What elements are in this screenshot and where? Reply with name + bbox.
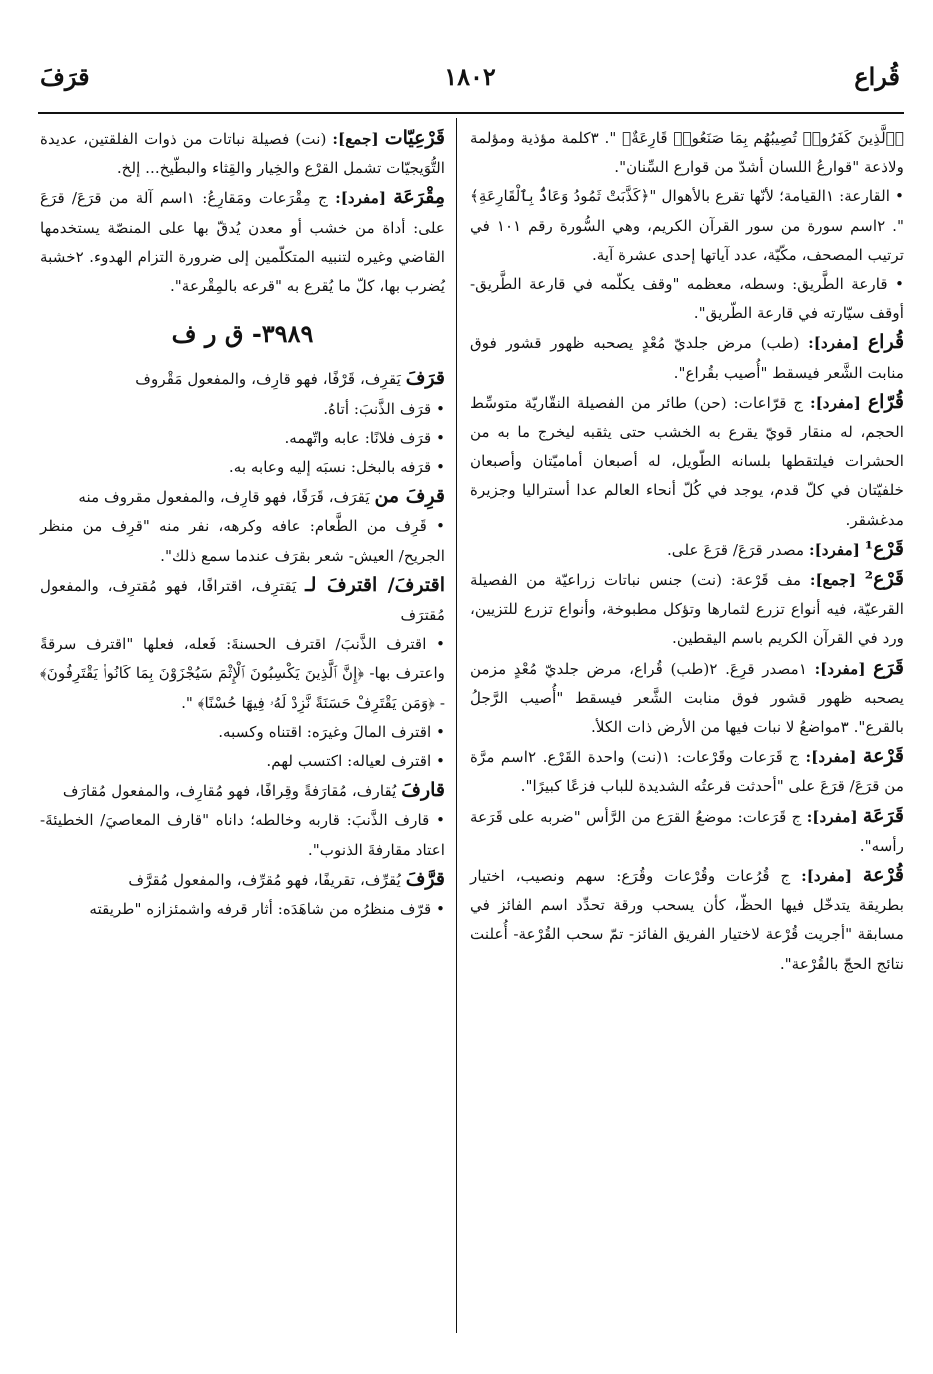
dictionary-entry: قَرَع [مفرد]: ١مصدر قرِعَ. ٢(طب) قُراع، مرض جلديّ مُعْدٍ مزمن يصحبه ظهور قشور فوق منابت الشَّعر فيسقط "أُصيب الرَّجلُ بالقرع". ٣مواضعُ لا نبات فيها من الأرض ذات الكلأ.	[470, 656, 904, 737]
sense-line: • قرّف منظرُه من شاهَدَه: أثار قرفه واشمئزازه "طريقته	[89, 900, 445, 919]
sense-line: • قرَف الذَّنبَ: أتاهُ.	[323, 399, 445, 418]
dictionary-entry: قُرْعة [مفرد]: ج قُرُعات وقُرْعات وقُرَع: سهم ونصيب، اختيار بطريقة يتدخّل فيها الحظّ، كأن يسحب ورقة تحدِّد اسم الفائز في مسابقة "أجريت قُرْعة لاختيار الفريق الفائز- تمّ سحب القُرْعة- أُعلنت نتائج الحجّ بالقُرْعة".	[470, 864, 905, 973]
dictionary-entry: قَرْعِيّات [جمع]: (نت) فصيلة نباتات من ذوات الفلقتين، عديدة التُّوَيجيّات تشمل القرْع والخِيار والقِثاء والبطّيخ... إلخ.	[40, 127, 446, 178]
verb-entry: اقترفَ/ اقترفَ لـ يَقترِف، اقترافًا، فهو مُقترِف، والمفعول مُقترَف	[40, 573, 446, 625]
dictionary-entry: قَرْع¹ [مفرد]: مصدر قرَعَ/ قرَعَ على.	[666, 537, 904, 560]
entry-headword: مِقْرَعَة	[393, 186, 446, 209]
entry-headword: قارفَ	[401, 779, 445, 802]
verb-entry: قرَّفَ يُقرِّف، تقريفًا، فهو مُقرِّف، والمفعول مُقرَّف	[128, 867, 445, 890]
sense-line: • اقترف المالَ وغيرَه: اقتناه وكسبه.	[218, 722, 445, 741]
verb-entry: قرَفَ يَقرِف، قَرْفًا، فهو قارِف، والمفعول مَقْروف	[135, 367, 445, 390]
entry-headword: قَرْع¹	[864, 537, 904, 560]
dictionary-entry: ﴿ٱلَّذِينَ كَفَرُوا۟ تُصِيبُهُم بِمَا صَنَعُوا۟ قَارِعَةٌ﴾ ". ٣كلمة مؤذية ومؤلمة ولاذعة "قوارعُ اللسان أشدّ من قوارع السِّنان".	[470, 129, 904, 177]
dictionary-entry: قَرْعة [مفرد]: ج قَرَعات وقَرْعات: ١(نت) واحدة القَرْع. ٢اسم مرَّة من قرَعَ/ قرَعَ على "أحدثت قرعتُه الشديدة للباب فزعًا كبيرًا".	[470, 745, 905, 796]
verb-entry: قرِفَ من يَقرَف، قَرَفًا، فهو قارِف، والمفعول مقروف منه	[78, 485, 445, 508]
entry-headword: قَرْع²	[864, 568, 905, 591]
left-column	[40, 124, 445, 924]
dictionary-entry: مِقْرَعَة [مفرد]: ج مِقْرَعات ومَقارِعُ: ١اسم آلة من قرَعَ/ قرَعَ على: أداة من خشب أو معدن يُدقّ بها على المنصّة يستخدمها القاضي وغيره لتنبيه المتكلّمين إلى ضرورة التزام الهدوء. ٢خشبة يُضرب بها، كلّ ما يُقرع به "قرعه بالمِقْرعة".	[40, 186, 446, 296]
sense-line: • قرَف فلانًا: عابه واتّهمه.	[284, 428, 445, 447]
dictionary-entry: قُرّاع [مفرد]: ج قرّاعات: (حن) طائر من الفصيلة النقّاريّة متوسِّط الحجم، له منقار قويّ يقرع به الخشب حتى يثقبه ليخرج ما به من الحشرات فيلتقطها بلسانه الطّويل، له أصبعان أماميّتان وأصبعان خلفيّتان في كلّ قدم، يوجد في كُلّ أنحاء العالم عدا أستراليا وجزيرة مدغشقر.	[470, 390, 905, 529]
dictionary-entry: قَرَعَة [مفرد]: ج قَرَعات: موضعُ القرَع من الرَّأس "ضربه على قَرَعة رأسه".	[470, 804, 905, 855]
root-heading: ٣٩٨٩- ق ر ف	[171, 319, 314, 349]
page-header	[40, 62, 900, 102]
sense-line: • اقترف لعياله: اكتسب لهم.	[266, 752, 445, 771]
column-divider	[456, 118, 457, 1333]
entry-headword: قَرْعة	[862, 745, 905, 768]
dictionary-entry: • قارعة الطَّريق: وسطه، معظمه "وقف يكلّمه في قارعة الطَّريق- أوقف سيّارته في قارعة الطّريق".	[470, 275, 904, 323]
header-rule	[38, 112, 904, 114]
sense-line: • قارف الذَّنبَ: قاربه وخالطه؛ داناه "قارف المعاصيَ/ الخطيئةَ- اعتاد مقارفةَ الذنوب".	[40, 811, 445, 859]
header-headword-right: قُراع	[854, 62, 900, 91]
entry-headword: قَرْعِيّات	[384, 127, 446, 149]
entry-headword: قرِفَ من	[374, 485, 445, 508]
entry-headword: قُرْعة	[862, 864, 905, 887]
page-number: ١٨٠٢	[444, 62, 496, 91]
entry-headword: قَرَع	[873, 656, 904, 679]
sense-line: • قَرِف من الطَّعام: عافه وكرهه، نفر منه "قرِف من منظر الجريح/ العيش- شعر بقرَف عندما سمع ذلك".	[40, 517, 445, 565]
entry-headword: قرَّفَ	[405, 867, 445, 890]
entry-headword: قَرَعَة	[862, 804, 905, 827]
entry-headword: قرَفَ	[405, 367, 445, 390]
sense-line: • اقترف الذَّنبَ/ اقترف الحسنةَ: فَعله، فعلها "اقترف سرقةً واعترف بها- ﴿إِنَّ ٱلَّذِينَ يَكْسِبُونَ ٱلْإِثْمَ سَيُجْزَوْنَ بِمَا كَانُوا۟ يَقْتَرِفُونَ﴾ - ﴿وَمَن يَقْتَرِفْ حَسَنَةً نَّزِدْ لَهُۥ فِيهَا حُسْنًا﴾ ".	[40, 635, 445, 712]
dictionary-entry: قَرْع² [جمع]: مف قَرْعة: (نت) جنس نباتات زراعيّة من الفصيلة القرعيّة، فيه أنواع تزرع لثمارها وتؤكل مطبوخة، وأنواع تزرع للتزيين، ورد في القرآن الكريم باسم اليقطين.	[470, 568, 905, 648]
right-column	[470, 124, 904, 979]
header-headword-left: قرَفَ	[40, 62, 90, 91]
verb-entry: قارفَ يُقارف، مُقارَفةً وقِرافًا، فهو مُقارِف، والمفعول مُقارَف	[62, 779, 445, 802]
dictionary-entry: قُراع [مفرد]: (طب) مرض جلديّ مُعْدٍ يصحبه ظهور قشور فوق منابت الشَّعر فيسقط "أُصيب بقُراع".	[470, 331, 905, 382]
entry-headword: قُراع	[867, 331, 905, 354]
entry-headword: قُرّاع	[867, 390, 905, 413]
dictionary-entry: • القارعة: ١القيامة؛ لأنّها تقرع بالأهوال "﴿كَذَّبَتْ ثَمُودُ وَعَادٌۢ بِٱلْقَارِعَةِ﴾ ". ٢اسم سورة من سور القرآن الكريم، وهي السُّورة رقم ١٠١ في ترتيب المصحف، مكّيّة، عدد آياتها إحدى عشرة آية.	[470, 187, 904, 264]
sense-line: • قرَفه بالبخل: نسبَه إليه وعابه به.	[228, 458, 445, 477]
entry-headword: اقترفَ/ اقترفَ لـ	[305, 573, 446, 596]
